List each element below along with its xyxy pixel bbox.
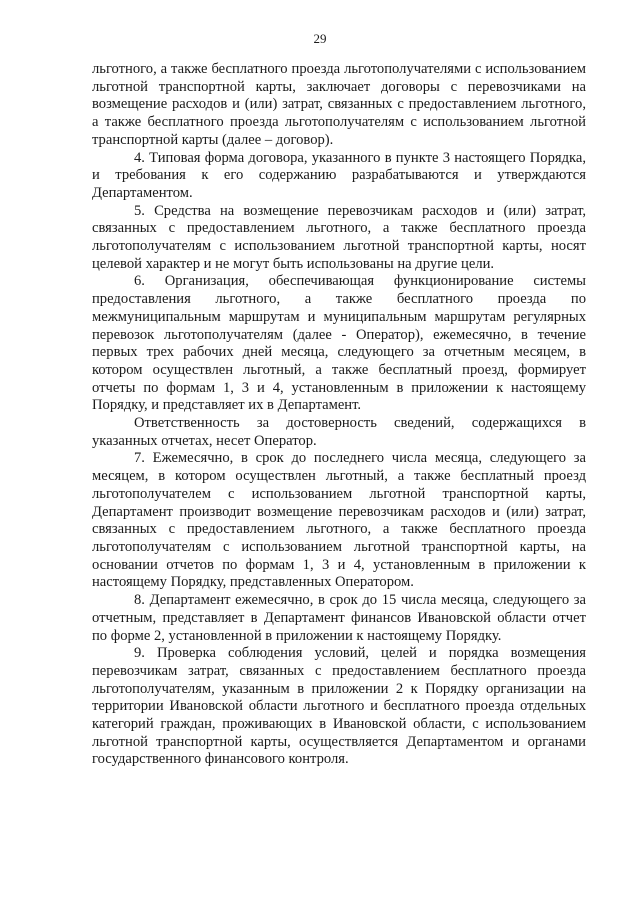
page-number: 29 bbox=[313, 31, 327, 46]
paragraph-item-4: 4. Типовая форма договора, указанного в пункте 3 настоящего Порядка, и требования к его содержанию разрабатываются и утверждаются Департаментом. bbox=[92, 149, 586, 201]
paragraph-item-8: 8. Департамент ежемесячно, в срок до 15 числа месяца, следующего за отчетным, представляет в Департамент финансов Ивановской области отчет по форме 2, установленной в приложении к настоящему Порядку. bbox=[92, 592, 586, 644]
document-body bbox=[92, 61, 586, 769]
paragraph-item-9: 9. Проверка соблюдения условий, целей и порядка возмещения перевозчикам затрат, связанных с предоставлением бесплатного проезда льготополучателям, указанным в приложении 2 к Порядку организации на территории Ивановской области льготного и бесплатного проезда отдельных категорий граждан, проживающих в Ивановской области, с использованием льготной транспортной карты, осуществляется Департаментом и органами государственного финансового контроля. bbox=[92, 645, 586, 768]
paragraph-responsibility: Ответственность за достоверность сведений, содержащихся в указанных отчетах, несет Оператор. bbox=[92, 415, 586, 449]
paragraph-item-7: 7. Ежемесячно, в срок до последнего числа месяца, следующего за месяцем, в котором осуществлен льготный, а также бесплатный проезд льготополучателем с использованием льготной транспортной карты, Департамент производит возмещение перевозчикам расходов и (или) затрат, связанных с предоставлением льготного, а также бесплатного проезда льготополучателям с использованием льготной транспортной карты, на основании отчетов по формам 1, 3 и 4, установленным в приложении к настоящему Порядку, представленных Оператором. bbox=[92, 450, 586, 591]
paragraph-item-6: 6. Организация, обеспечивающая функционирование системы предоставления льготного, а также бесплатного проезда по межмуниципальным маршрутам и муниципальным маршрутам регулярных перевозок льготополучателям (далее - Оператор), ежемесячно, в течение первых трех рабочих дней месяца, следующего за отчетным месяцем, в котором осуществлен льготный, а также бесплатный проезд, формирует отчеты по формам 1, 3 и 4, установленным в приложении к настоящему Порядку, и представляет их в Департамент. bbox=[92, 273, 586, 414]
paragraph-item-5: 5. Средства на возмещение перевозчикам расходов и (или) затрат, связанных с предоставлением льготного, а также бесплатного проезда льготополучателям с использованием льготной транспортной карты, носят целевой характер и не могут быть использованы на другие цели. bbox=[92, 202, 586, 272]
paragraph-continuation: льготного, а также бесплатного проезда льготополучателями с использованием льготной транспортной карты, заключает договоры с перевозчиками на возмещение расходов и (или) затрат, связанных с предоставлением льготного, а также бесплатного проезда льготополучателям с использованием льготной транспортной карты (далее – договор). bbox=[92, 61, 586, 148]
